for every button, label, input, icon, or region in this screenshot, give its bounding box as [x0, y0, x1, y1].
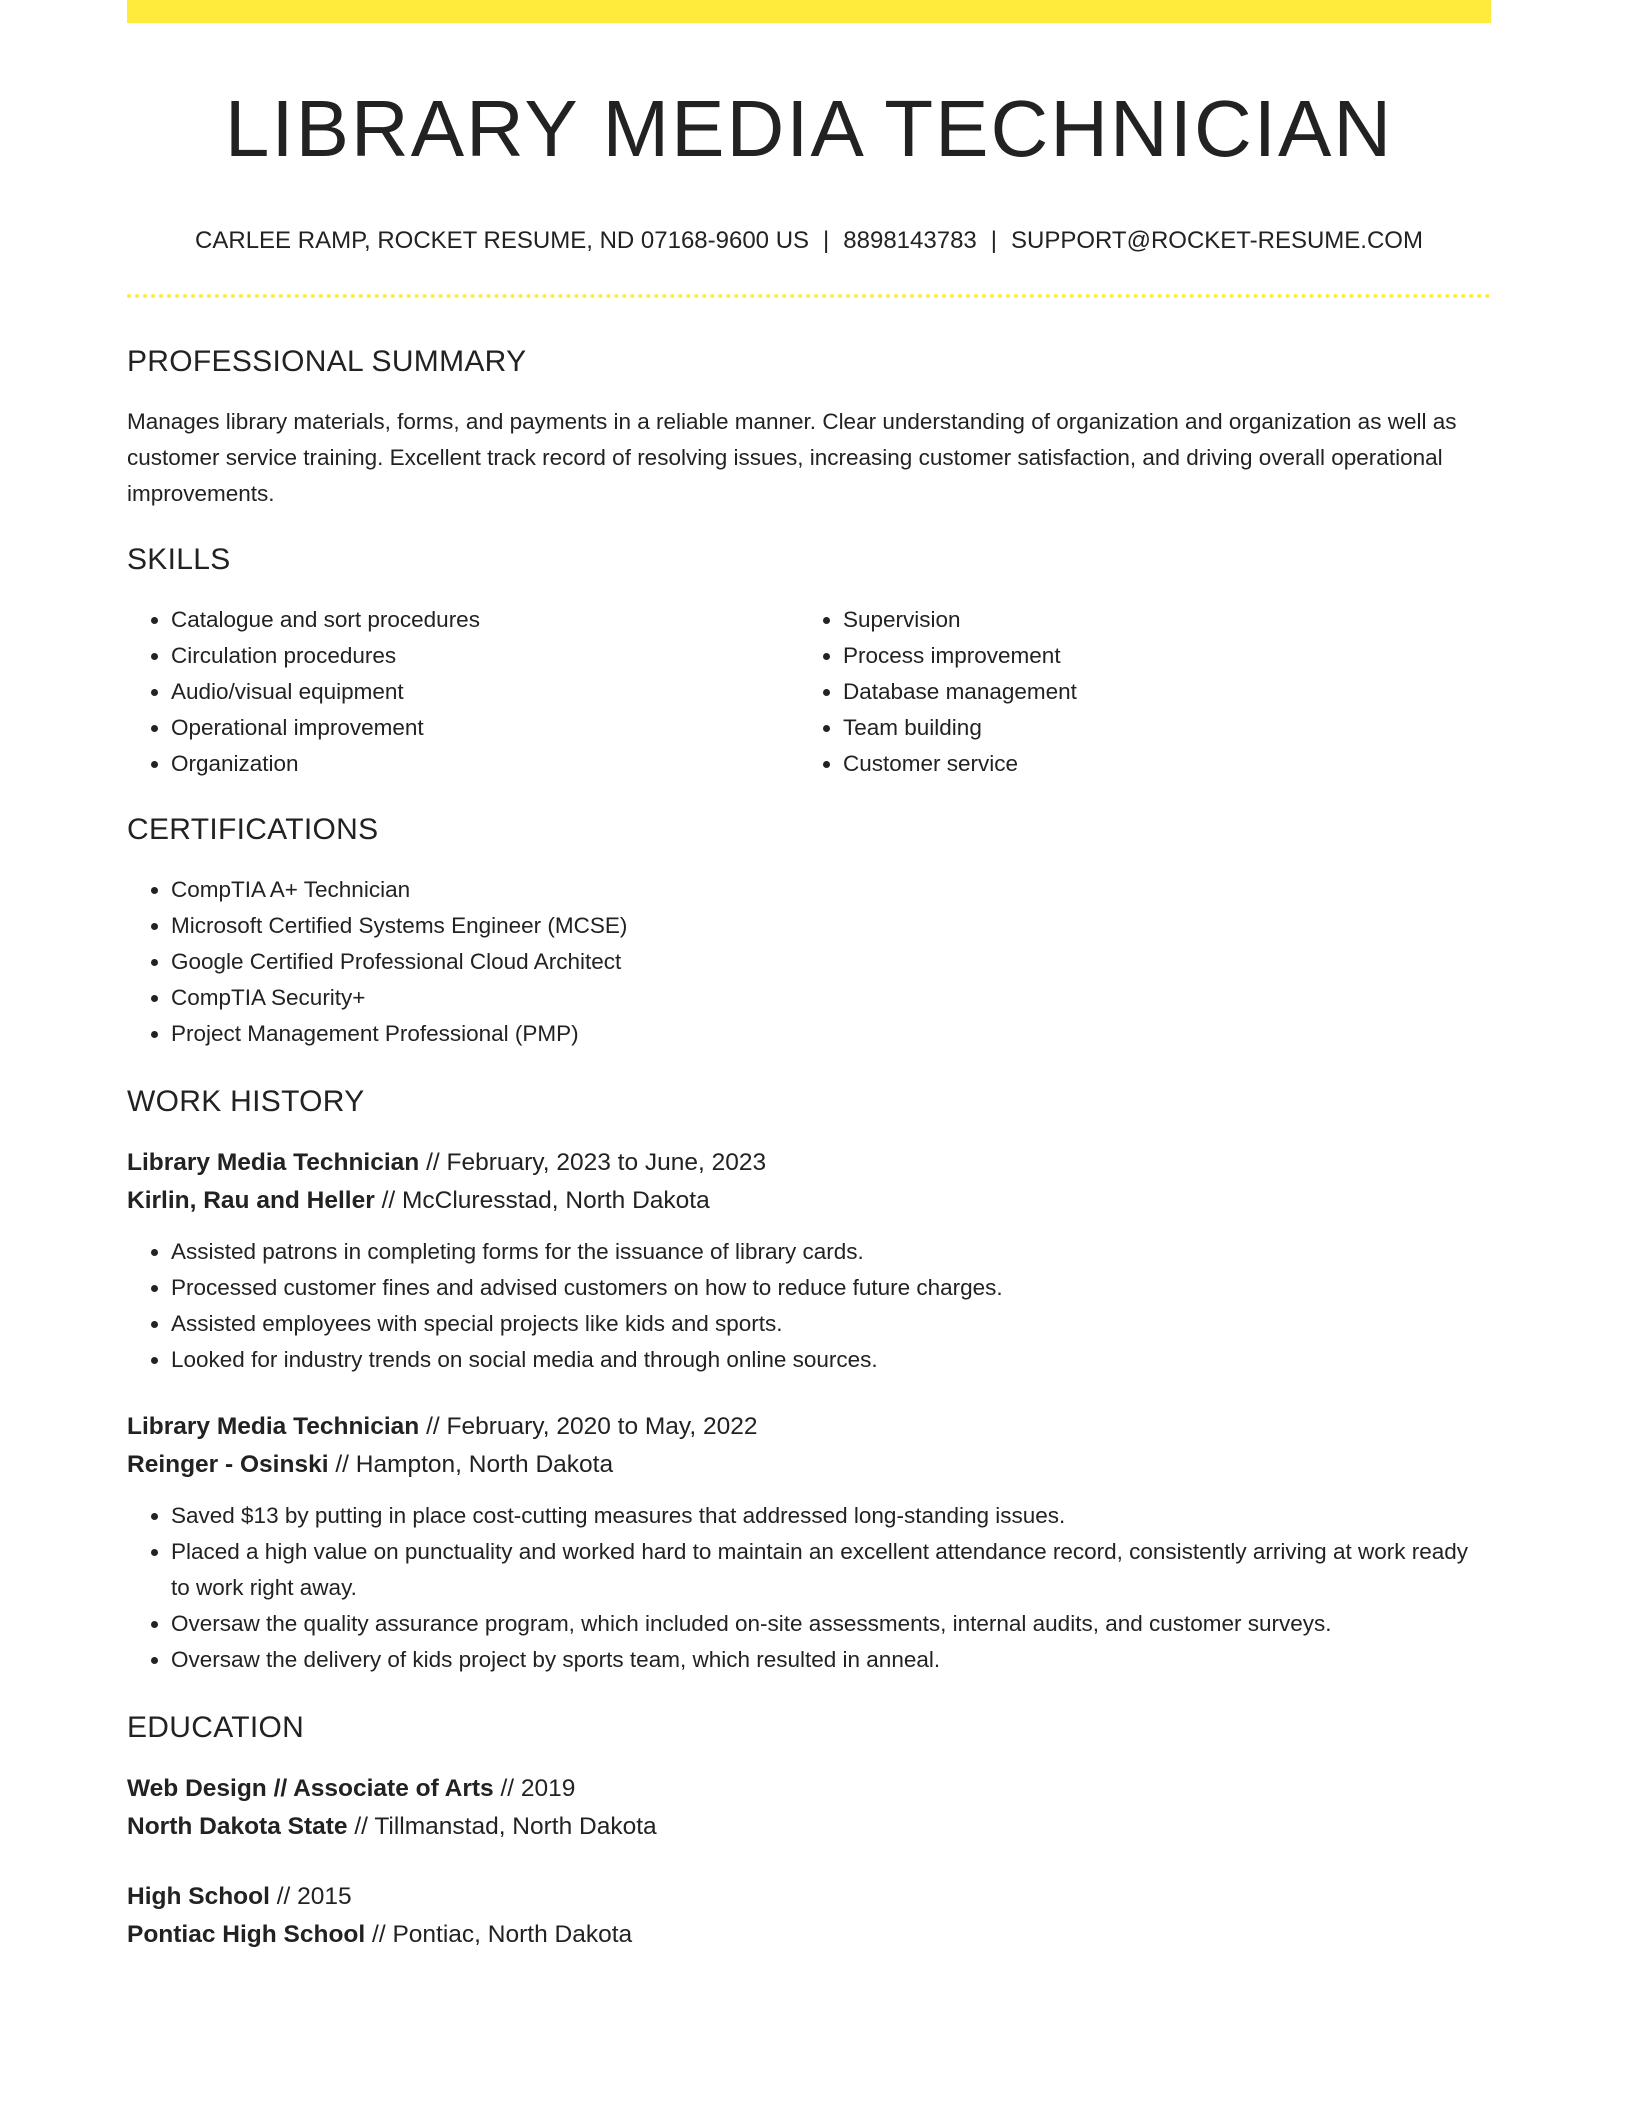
- job-dates: February, 2020 to May, 2022: [446, 1412, 758, 1440]
- separator: //: [347, 1812, 375, 1840]
- school-name: North Dakota State: [127, 1812, 348, 1840]
- skills-heading: SKILLS: [127, 542, 231, 576]
- skill-item: • Customer service: [843, 746, 1471, 782]
- degree-line: [127, 1878, 1491, 1916]
- job-title-line: [127, 1144, 1491, 1182]
- contact-email: SUPPORT@ROCKET-RESUME.COM: [1011, 227, 1423, 254]
- job-company-line: [127, 1446, 1491, 1484]
- skill-item: • Circulation procedures: [171, 638, 799, 674]
- summary-heading: PROFESSIONAL SUMMARY: [127, 344, 527, 378]
- education-section: [127, 1710, 1491, 1954]
- job-dates: February, 2023 to June, 2023: [446, 1148, 767, 1176]
- education-entry: [127, 1878, 1491, 1954]
- separator: //: [269, 1882, 298, 1910]
- job-duty: • Looked for industry trends on social media and through online sources.: [171, 1342, 1491, 1378]
- skill-item: • Catalogue and sort procedures: [171, 602, 799, 638]
- certification-item: • Microsoft Certified Systems Engineer (MCSE): [171, 908, 1491, 944]
- job-location: McCluresstad, North Dakota: [402, 1186, 710, 1214]
- job-entry: [127, 1144, 1491, 1378]
- skills-section: [127, 542, 1491, 782]
- skill-item: • Team building: [843, 710, 1471, 746]
- skill-item: • Audio/visual equipment: [171, 674, 799, 710]
- contact-phone: 8898143783: [843, 227, 977, 254]
- skills-list-right: [799, 602, 1471, 782]
- separator: //: [374, 1186, 403, 1214]
- work-history-section: [127, 1084, 1491, 1678]
- graduation-year: 2015: [297, 1882, 352, 1910]
- job-duties-list: [127, 1498, 1491, 1678]
- job-company: Reinger - Osinski: [127, 1450, 329, 1478]
- skills-column-left: [127, 602, 799, 782]
- certifications-heading: CERTIFICATIONS: [127, 812, 379, 846]
- degree-line: [127, 1770, 1491, 1808]
- summary-text: Manages library materials, forms, and payments in a reliable manner. Clear understanding of organization and organization as well as customer service training. Excellent track record of resolving issues, increasing customer satisfaction, and driving overall operational improvements.: [127, 408, 1457, 506]
- certifications-section: [127, 812, 1491, 1052]
- certification-item: • CompTIA Security+: [171, 980, 1491, 1016]
- job-duty: • Placed a high value on punctuality and worked hard to maintain an excellent attendance record, consistently arriving at work ready to work right away.: [171, 1534, 1491, 1606]
- school-name: Pontiac High School: [127, 1920, 366, 1948]
- education-entry: [127, 1770, 1491, 1846]
- contact-address: CARLEE RAMP, ROCKET RESUME, ND 07168-9600 US: [195, 227, 810, 254]
- skill-item: • Database management: [843, 674, 1471, 710]
- separator: //: [365, 1920, 393, 1948]
- job-title: Library Media Technician: [127, 1148, 420, 1176]
- job-duty: • Processed customer fines and advised customers on how to reduce future charges.: [171, 1270, 1491, 1306]
- skills-list-left: [127, 602, 799, 782]
- summary-section: [127, 344, 1491, 512]
- job-duty: • Oversaw the delivery of kids project by sports team, which resulted in anneal.: [171, 1642, 1491, 1678]
- job-company: Kirlin, Rau and Heller: [127, 1186, 375, 1214]
- contact-separator: |: [990, 227, 997, 254]
- skills-columns: [127, 602, 1491, 782]
- separator: //: [493, 1774, 521, 1802]
- page-title: LIBRARY MEDIA TECHNICIAN: [224, 84, 1394, 173]
- certification-item: • CompTIA A+ Technician: [171, 872, 1491, 908]
- school-line: [127, 1808, 1491, 1846]
- graduation-year: 2019: [520, 1774, 576, 1802]
- school-line: [127, 1916, 1491, 1954]
- skill-item: • Operational improvement: [171, 710, 799, 746]
- skill-item: • Organization: [171, 746, 799, 782]
- contact-line: [127, 227, 1491, 256]
- job-duty: • Assisted patrons in completing forms for the issuance of library cards.: [171, 1234, 1491, 1270]
- school-location: Tillmanstad, North Dakota: [374, 1812, 657, 1840]
- job-title-line: [127, 1408, 1491, 1446]
- resume-page: [127, 0, 1491, 1954]
- work-history-heading: WORK HISTORY: [127, 1084, 365, 1118]
- education-heading: EDUCATION: [127, 1710, 305, 1744]
- separator: //: [328, 1450, 356, 1478]
- job-duty: • Assisted employees with special projects like kids and sports.: [171, 1306, 1491, 1342]
- degree: Web Design // Associate of Arts: [127, 1774, 494, 1802]
- certification-item: • Google Certified Professional Cloud Architect: [171, 944, 1491, 980]
- job-duty: • Oversaw the quality assurance program, which included on-site assessments, internal audits, and customer surveys.: [171, 1606, 1491, 1642]
- skills-column-right: [799, 602, 1471, 782]
- skill-item: • Supervision: [843, 602, 1471, 638]
- job-duties-list: [127, 1234, 1491, 1378]
- dotted-divider: [127, 294, 1491, 298]
- job-company-line: [127, 1182, 1491, 1220]
- accent-bar: [127, 0, 1491, 23]
- job-duty: • Saved $13 by putting in place cost-cutting measures that addressed long-standing issues.: [171, 1498, 1491, 1534]
- degree: High School: [127, 1882, 270, 1910]
- certification-item: • Project Management Professional (PMP): [171, 1016, 1491, 1052]
- separator: //: [419, 1148, 447, 1176]
- job-entry: [127, 1408, 1491, 1678]
- job-location: Hampton, North Dakota: [355, 1450, 614, 1478]
- certifications-list: [127, 872, 1491, 1052]
- contact-separator: |: [823, 227, 830, 254]
- school-location: Pontiac, North Dakota: [392, 1920, 633, 1948]
- skill-item: • Process improvement: [843, 638, 1471, 674]
- separator: //: [419, 1412, 447, 1440]
- job-title: Library Media Technician: [127, 1412, 420, 1440]
